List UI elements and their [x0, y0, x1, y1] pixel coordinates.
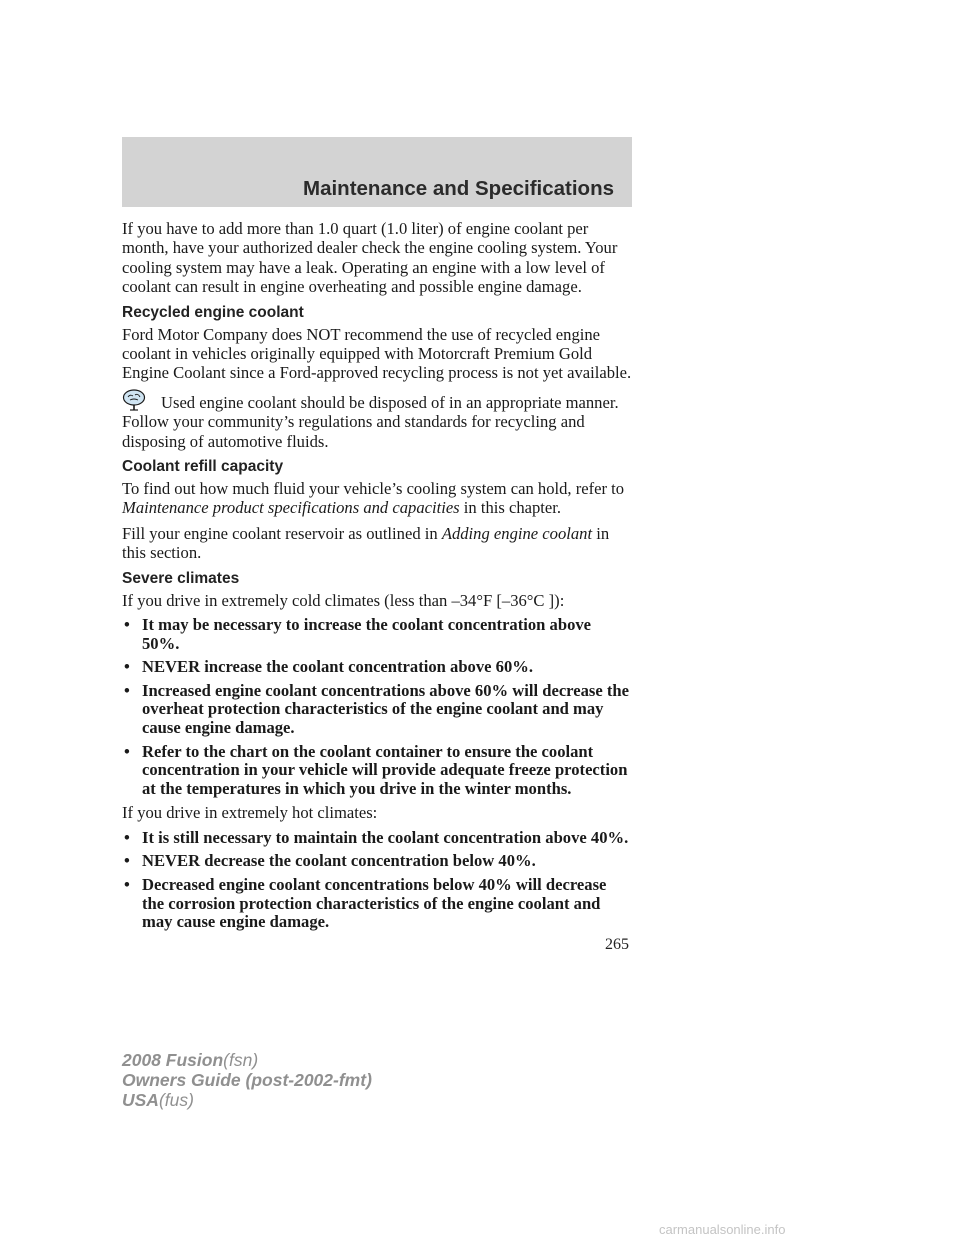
fill-reservoir-paragraph: Fill your engine coolant reservoir as outlined in Adding engine coolant in this section.	[122, 523, 610, 563]
refill-capacity-heading: Coolant refill capacity	[122, 458, 284, 476]
footer-model-line: 2008 Fusion(fsn)	[122, 1050, 259, 1070]
hot-climates-list	[122, 829, 632, 932]
footer-guide-line: Owners Guide (post-2002-fmt)	[122, 1070, 372, 1090]
list-item: • NEVER increase the coolant concentration above 60%.	[124, 657, 533, 677]
section-header-band	[122, 137, 632, 207]
hot-climates-intro: If you drive in extremely hot climates:	[122, 803, 378, 823]
cold-climates-intro: If you drive in extremely cold climates (less than –34°F [–36°C ]):	[122, 590, 565, 610]
section-title: Maintenance and Specifications	[303, 177, 614, 200]
specifications-reference: Maintenance product specifications and capacities	[122, 498, 460, 518]
severe-climates-heading: Severe climates	[122, 569, 240, 587]
page-content	[122, 219, 632, 937]
adding-coolant-reference: Adding engine coolant	[441, 523, 593, 543]
document-footer	[122, 1050, 372, 1110]
environment-tree-icon	[121, 389, 147, 411]
recycled-coolant-paragraph: Ford Motor Company does NOT recommend the use of recycled engine coolant in vehicles originally equipped with Motorcraft Premium Gold Engine Coolant since a Ford-approved recycling process is not yet available.	[122, 324, 632, 383]
list-item: • It is still necessary to maintain the coolant concentration above 40%.	[124, 827, 629, 847]
recycled-coolant-heading: Recycled engine coolant	[122, 303, 304, 321]
refill-capacity-paragraph: To find out how much fluid your vehicle’s cooling system can hold, refer to Maintenance product specifications and capacities in this chapter.	[122, 479, 625, 518]
list-item: • Decreased engine coolant concentrations below 40% will decrease the corrosion protection characteristics of the engine coolant and may cause engine damage.	[124, 875, 607, 932]
list-item: • NEVER decrease the coolant concentration below 40%.	[124, 851, 536, 871]
list-item: • Refer to the chart on the coolant container to ensure the coolant concentration in your vehicle will provide adequate freeze protection at the temperatures in which you drive in the winter months.	[124, 741, 628, 798]
watermark: carmanualsonline.info	[659, 1222, 786, 1237]
footer-market-line: USA(fus)	[122, 1090, 194, 1110]
page-number: 265	[605, 936, 629, 953]
environment-note	[122, 389, 632, 451]
list-item: • It may be necessary to increase the coolant concentration above 50%.	[124, 615, 592, 653]
cold-climates-list	[122, 616, 632, 798]
list-item: • Increased engine coolant concentrations above 60% will decrease the overheat protection characteristics of the engine coolant and may cause engine damage.	[124, 680, 630, 738]
intro-paragraph: If you have to add more than 1.0 quart (1.0 liter) of engine coolant per month, have your authorized dealer check the engine cooling system. Your cooling system may have a leak. Operating an engine with a low level of coolant can result in engine overheating and possible engine damage.	[122, 219, 618, 297]
environment-note-text: Used engine coolant should be disposed of in an appropriate manner. Follow your community’s regulations and standards for recycling and disposing of automotive fluids.	[122, 392, 619, 451]
